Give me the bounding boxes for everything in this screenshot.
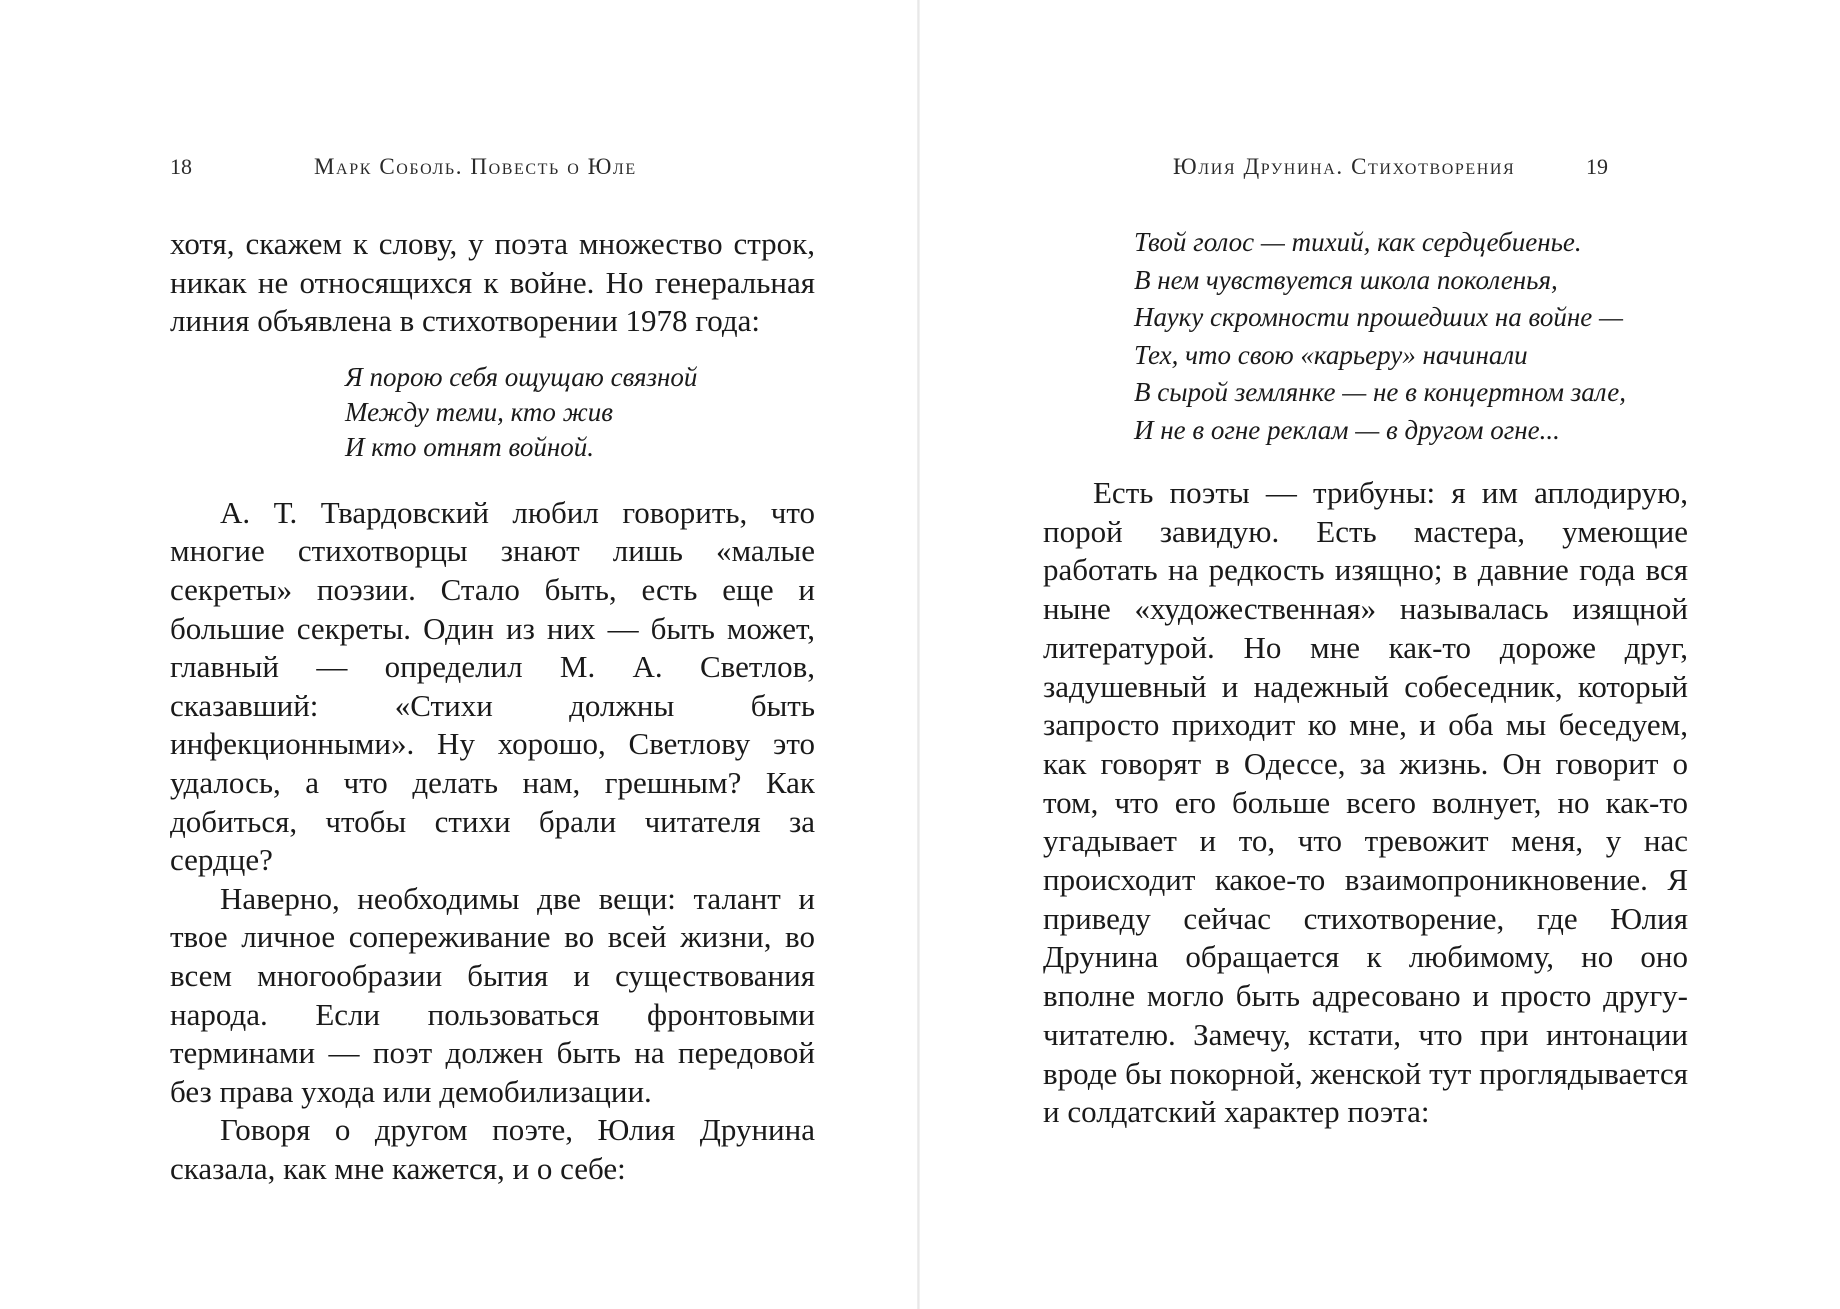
poem-line: Я порою себя ощущаю связной bbox=[345, 361, 698, 392]
left-poem bbox=[345, 360, 815, 465]
left-running-head-title: Марк Соболь. Повесть о Юле bbox=[314, 154, 637, 179]
left-text-block bbox=[170, 225, 815, 1188]
poem-line: И не в огне реклам — в другом огне... bbox=[1134, 414, 1560, 445]
right-page bbox=[920, 0, 1840, 1309]
poem-line: В сырой землянке — не в концертном зале, bbox=[1134, 377, 1626, 407]
right-running-head-title: Юлия Друнина. Стихотворения bbox=[1173, 154, 1516, 179]
body-paragraph: Говоря о другом поэте, Юлия Друнина сказала, как мне кажется, и о себе: bbox=[170, 1112, 815, 1186]
right-poem bbox=[1134, 224, 1634, 449]
right-running-head bbox=[1173, 152, 1623, 182]
body-paragraph: А. Т. Твардовский любил говорить, что многие стихотворцы знают лишь «малые секреты» поэзии. Стало быть, есть еще и большие секреты. Один из них — быть может, главный — определил М. А. Светлов, сказавший: «Стихи должны быть инфекционными». Ну хорошо, Светлову это удалось, а что делать нам, грешным? Как добиться, чтобы стихи брали читателя за сердце? bbox=[170, 494, 815, 878]
left-running-head bbox=[170, 152, 670, 182]
poem-line: В нем чувствуется школа поколенья, bbox=[1134, 264, 1558, 295]
poem-line: Науку скромности прошедших на войне — bbox=[1134, 302, 1624, 332]
poem-line: И кто отнят войной. bbox=[345, 431, 594, 462]
intro-paragraph: хотя, скажем к слову, у поэта множество строк, никак не относящихся к войне. Но генеральная линия объявлена в стихотворении 1978 года: bbox=[170, 226, 815, 339]
body-paragraph: Наверно, необходимы две вещи: талант и твое личное сопереживание во всей жизни, во всем многообразии бытия и существования народа. Если пользоваться фронтовыми терминами — поэт должен быть на передовой без права ухода или демобилизации. bbox=[170, 880, 815, 1109]
body-paragraph: Есть поэты — трибуны: я им аплодирую, порой завидую. Есть мастера, умеющие работать на редкость изящно; в давние года вся ныне «художественная» называлась изящной литературой. Но мне как-то дороже друг, задушевный и надежный собеседник, который запросто приходит ко мне, и оба мы беседуем, как говорят в Одессе, за жизнь. Он говорит о том, что его больше всего волнует, но как-то угадывает и то, что тревожит меня, у нас происходит какое-то взаимопроникновение. Я приведу сейчас стихотворение, где Юлия Друнина обращается к любимому, но оно вполне могло быть адресовано и просто другу-читателю. Замечу, кстати, что при интонации вроде бы покорной, женской тут проглядывается и солдатский характер поэта: bbox=[1043, 475, 1688, 1130]
poem-line: Тех, что свою «карьеру» начинали bbox=[1134, 339, 1528, 370]
right-text-block bbox=[1043, 474, 1688, 1132]
left-page bbox=[0, 0, 918, 1309]
poem-line: Между теми, кто жив bbox=[345, 396, 613, 427]
right-page-number: 19 bbox=[1586, 154, 1608, 179]
poem-line: Твой голос — тихий, как сердцебиенье. bbox=[1134, 227, 1582, 257]
left-page-number: 18 bbox=[170, 154, 192, 179]
